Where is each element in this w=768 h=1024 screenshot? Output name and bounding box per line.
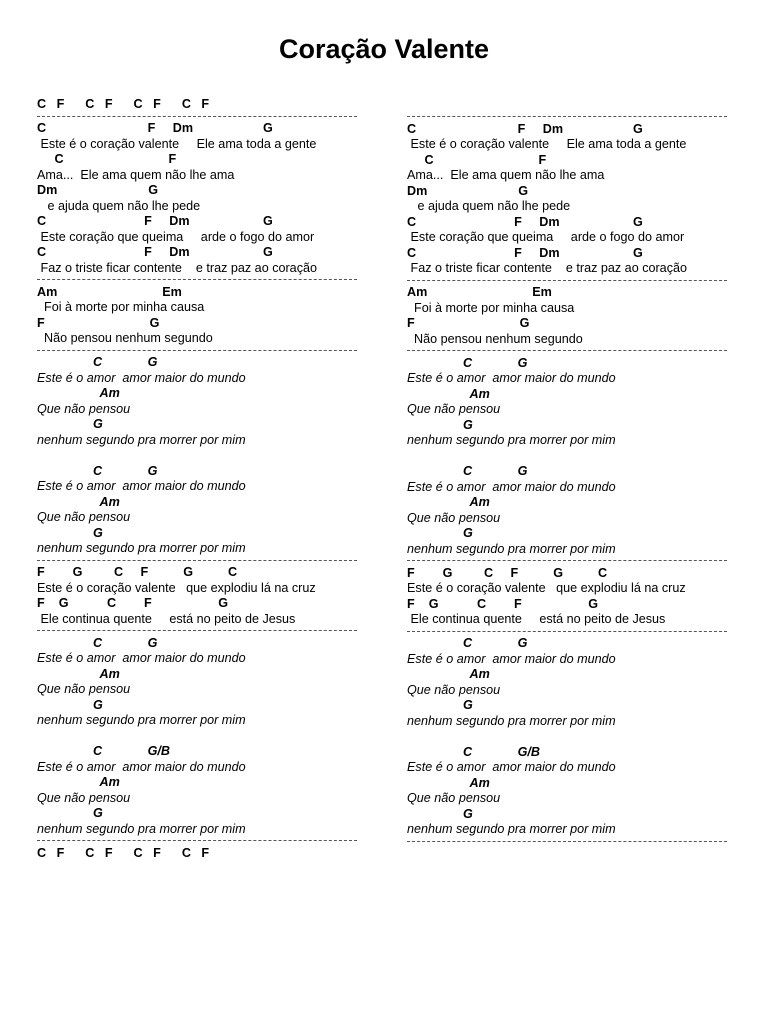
lyric-line: Este é o amor amor maior do mundo [37,370,246,385]
section-divider [37,279,357,280]
lyric-line: nenhum segundo pra morrer por mim [37,821,246,836]
chord-line: C G [37,635,158,650]
chord-line: Dm G [407,183,529,198]
lyric-line: Que não pensou [407,402,501,416]
lyric-line: Este é o coração valente que explodiu lá na cruz [37,580,316,595]
chord-line: F G C F G [37,596,229,610]
chord-line: C F Dm G [407,245,643,260]
lyric-line: Este é o amor amor maior do mundo [37,759,246,774]
chord-line: C F Dm G [37,245,273,259]
section-divider [37,840,357,841]
chord-line: G [37,417,103,431]
lyric-line: Este coração que queima arde o fogo do amor [407,230,685,244]
chord-line: C G [37,355,158,369]
lyric-line: Que não pensou [37,682,131,696]
chord-line: Am [407,775,490,790]
lyric-line: e ajuda quem não lhe pede [37,198,201,213]
chord-line: Am [37,386,120,400]
chord-line: F G C F G C [37,565,238,579]
lyric-line: Este é o amor amor maior do mundo [37,651,246,665]
chord-line: G [407,806,473,821]
section-divider [37,350,357,351]
chord-line: Am [37,494,120,509]
chord-line: F G C F G C [407,565,608,580]
lyric-line: Faz o triste ficar contente e traz paz ao coração [407,261,687,275]
lyric-line: Que não pensou [37,790,131,805]
chord-line: C G [407,464,528,478]
chord-line: Dm G [37,183,159,197]
lyric-line: Foi à morte por minha causa [407,300,575,315]
chord-line: Am [407,386,490,401]
page-title: Coração Valente [278,34,490,64]
lyric-line: Este coração que queima arde o fogo do amor [37,229,315,244]
section-divider [407,280,727,281]
section-divider [407,631,727,632]
chord-line: C F [37,152,177,166]
lyric-line: Este é o amor amor maior do mundo [407,371,616,385]
chord-line: Am [37,775,120,789]
lyric-line: Que não pensou [37,401,131,416]
chord-line: G [407,698,473,712]
chord-line: F G [37,315,160,330]
chord-line: C F Dm G [37,121,273,135]
lyric-line: Ama... Ele ama quem não lhe ama [37,167,235,182]
section-divider [37,630,357,631]
lyric-line: nenhum segundo pra morrer por mim [37,541,246,555]
lyric-line: Este é o amor amor maior do mundo [37,479,246,493]
section-divider [37,116,357,117]
lyric-line: Ele continua quente está no peito de Jesus [37,611,296,626]
chord-line: G [37,806,103,820]
lyric-line: Foi à morte por minha causa [37,300,205,314]
lyric-line: Que não pensou [407,791,501,805]
section-divider [407,350,727,351]
lyric-line: nenhum segundo pra morrer por mim [37,432,246,447]
chord-line: G [407,417,473,432]
lyric-line: Não pensou nenhum segundo [37,331,213,345]
chord-line: F G C F G [407,596,599,611]
chord-line: G [37,525,103,540]
lyric-line: nenhum segundo pra morrer por mim [37,713,246,727]
section-divider [407,116,727,117]
chord-line: Am [407,667,490,681]
section-divider [407,841,727,842]
lyric-line: nenhum segundo pra morrer por mim [407,713,616,728]
chord-line: G [407,526,473,540]
lyric-line: Não pensou nenhum segundo [407,331,583,346]
chord-line: F G [407,316,530,330]
lyric-line: Este é o amor amor maior do mundo [407,760,616,774]
lyric-line: Ele continua quente está no peito de Jesus [407,612,666,626]
chord-line: C F [407,152,547,167]
lyric-line: Este é o coração valente que explodiu lá na cruz [407,581,686,595]
lyric-line: Que não pensou [407,510,501,525]
chord-line: C F Dm G [407,121,643,136]
chord-line: C G [37,463,158,478]
chord-line: Am [37,666,120,681]
lyric-line: Que não pensou [407,682,501,697]
chord-line: C F Dm G [407,214,643,229]
chord-line: C G/B [407,744,540,759]
lyric-line: Este é o coração valente Ele ama toda a gente [407,137,687,151]
lyric-line: e ajuda quem não lhe pede [407,199,571,213]
lyric-line: nenhum segundo pra morrer por mim [407,433,616,447]
chord-line: C F C F C F C F [37,845,210,860]
lyric-line: Este é o amor amor maior do mundo [407,479,616,494]
chord-line: Am Em [407,285,552,299]
chord-line: C G [407,636,528,650]
chord-line: C G/B [37,744,170,758]
section-divider [407,560,727,561]
lyric-line: nenhum segundo pra morrer por mim [407,822,616,836]
chord-line: C F C F C F C F [37,97,210,111]
lyric-line: Ama... Ele ama quem não lhe ama [407,168,605,182]
lyric-line: Este é o amor amor maior do mundo [407,651,616,666]
lyric-line: Faz o triste ficar contente e traz paz ao coração [37,260,317,275]
chord-line: C F Dm G [37,214,273,228]
chord-line: Am [407,495,490,509]
chord-line: G [37,697,103,712]
lyric-line: nenhum segundo pra morrer por mim [407,541,616,556]
lyric-line: Este é o coração valente Ele ama toda a gente [37,136,317,151]
chord-line: Am Em [37,284,182,299]
lyric-line: Que não pensou [37,510,131,524]
section-divider [37,560,357,561]
chord-line: C G [407,355,528,370]
